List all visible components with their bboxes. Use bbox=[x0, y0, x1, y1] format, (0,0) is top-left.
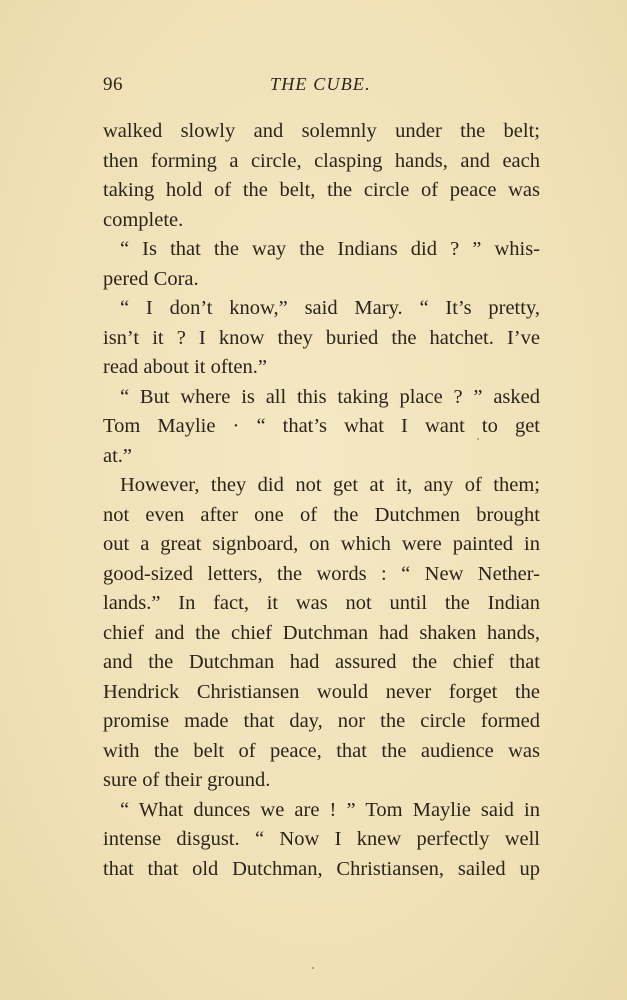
page-number: 96 bbox=[103, 74, 123, 95]
text-line: good-sized letters, the words : “ New Nether- bbox=[103, 562, 540, 585]
body-text bbox=[103, 117, 540, 884]
text-line: “ What dunces we are ! ” Tom Maylie said in bbox=[120, 798, 540, 821]
text-line: Tom Maylie · “ that’s what I want to get bbox=[103, 415, 540, 437]
text-line: not even after one of the Dutchmen brought bbox=[103, 503, 540, 526]
text-line: pered Cora. bbox=[103, 267, 199, 290]
text-line: and the Dutchman had assured the chief that bbox=[103, 651, 540, 673]
text-line: intense disgust. “ Now I knew perfectly well bbox=[103, 828, 540, 850]
ink-speck bbox=[477, 438, 479, 440]
text-line: promise made that day, nor the circle formed bbox=[103, 710, 540, 732]
text-line: then forming a circle, clasping hands, and each bbox=[103, 149, 540, 172]
text-line: complete. bbox=[103, 208, 184, 231]
text-line: out a great signboard, on which were painted in bbox=[103, 533, 540, 555]
text-line: with the belt of peace, that the audience was bbox=[103, 739, 540, 762]
text-line: that that old Dutchman, Christiansen, sailed up bbox=[103, 857, 540, 880]
text-line: at.” bbox=[103, 444, 133, 467]
text-line: “ I don’t know,” said Mary. “ It’s pretty, bbox=[120, 297, 540, 319]
text-line: Hendrick Christiansen would never forget the bbox=[103, 680, 540, 703]
running-title: THE CUBE. bbox=[270, 74, 371, 94]
text-line: However, they did not get at it, any of them; bbox=[120, 474, 540, 496]
text-line: taking hold of the belt, the circle of peace was bbox=[103, 179, 540, 201]
text-line: lands.” In fact, it was not until the Indian bbox=[103, 592, 540, 614]
ink-speck bbox=[312, 967, 314, 969]
text-line: chief and the chief Dutchman had shaken hands, bbox=[103, 621, 540, 644]
text-line: walked slowly and solemnly under the belt; bbox=[103, 120, 540, 142]
text-line: isn’t it ? I know they buried the hatchet. I’ve bbox=[103, 326, 540, 349]
text-line: “ But where is all this taking place ? ” asked bbox=[120, 385, 540, 408]
running-head bbox=[103, 74, 540, 102]
text-line: “ Is that the way the Indians did ? ” whis- bbox=[120, 238, 540, 260]
text-line: sure of their ground. bbox=[103, 769, 271, 791]
text-line: read about it often.” bbox=[103, 356, 267, 378]
